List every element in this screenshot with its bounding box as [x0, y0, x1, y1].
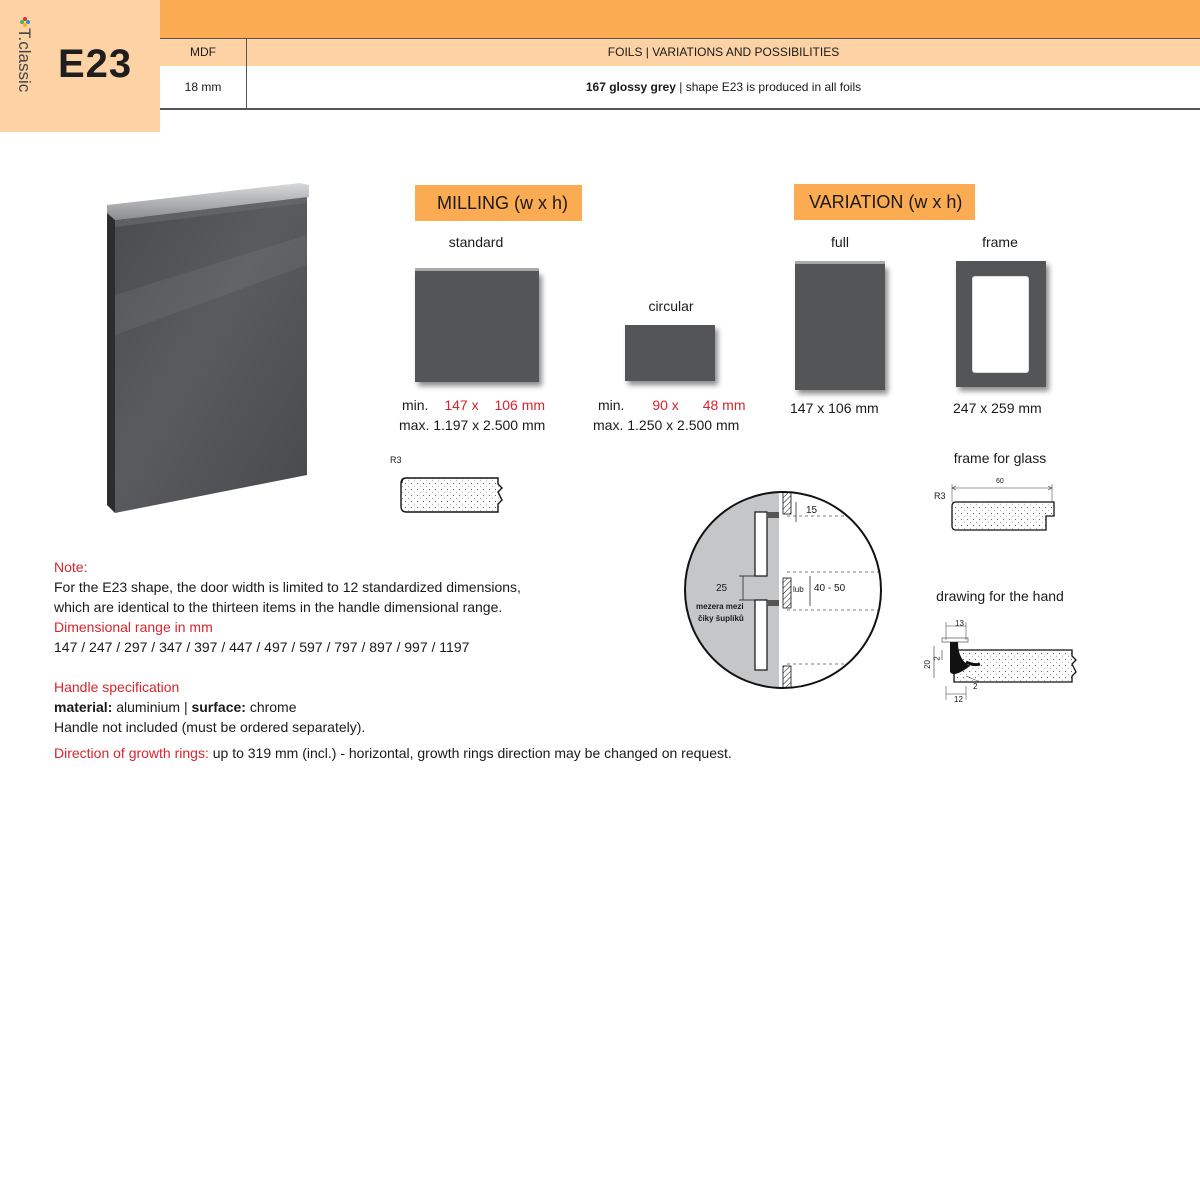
note-heading: Note: [54, 559, 88, 575]
frame-glass-radius: R3 [934, 491, 946, 501]
full-panel [795, 264, 885, 390]
circular-min-label: min. [598, 397, 625, 413]
note-line-1: For the E23 shape, the door width is limited to 12 standardized dimensions, [54, 579, 521, 595]
material-value: aluminium | [112, 699, 192, 715]
range-heading: Dimensional range in mm [54, 619, 213, 635]
profile-radius-label: R3 [390, 455, 402, 465]
circular-min-h: 48 mm [702, 397, 746, 413]
frame-dimension: 247 x 259 mm [953, 400, 1042, 416]
hand-drawing [920, 616, 1082, 708]
milling-title: MILLING [437, 193, 510, 213]
dim-15: 15 [806, 505, 818, 516]
hand-dim-left-b: 2 [932, 656, 942, 661]
handle-material [54, 697, 674, 717]
standard-label: standard [448, 234, 504, 250]
gap-label-2: čiky šuplíků [698, 614, 744, 623]
dim-25: 25 [716, 583, 728, 594]
dim-40-50: 40 - 50 [814, 583, 846, 594]
standard-max: max. 1.197 x 2.500 mm [399, 417, 546, 433]
frame-glass-drawing [948, 482, 1060, 534]
circular-min [598, 397, 768, 413]
lub-label: lub [793, 585, 804, 594]
standard-min-h: 106 mm [494, 397, 546, 413]
frame-label: frame [982, 234, 1018, 250]
thickness-value: 18 mm [184, 80, 222, 94]
frame-opening [972, 276, 1029, 373]
milling-title-suffix: (w x h) [514, 193, 569, 213]
surface-value: chrome [245, 699, 297, 715]
milling-profile-drawing [398, 470, 510, 518]
handle-heading: Handle specification [54, 679, 180, 695]
circular-label: circular [648, 298, 694, 314]
brand-name: T.classic [15, 28, 34, 93]
frame-glass-width: 60 [996, 478, 1004, 485]
standard-min-w: 147 x [444, 397, 479, 413]
header-row-values [160, 66, 1200, 110]
frame-panel [956, 261, 1046, 387]
variation-title: VARIATION [809, 192, 904, 212]
frame-glass-label: frame for glass [953, 450, 1047, 466]
variation-title-suffix: (w x h) [908, 192, 963, 212]
header-foils: FOILS | VARIATIONS AND POSSIBILITIES [607, 45, 840, 59]
circular-max: max. 1.250 x 2.500 mm [593, 417, 740, 433]
header-band [160, 0, 1200, 38]
handle-note: Handle not included (must be ordered separately). [54, 719, 366, 735]
gap-detail-drawing [683, 490, 885, 692]
standard-min-label: min. [402, 397, 429, 413]
hand-dim-right: 2 [973, 682, 978, 691]
product-code: E23 [58, 42, 133, 86]
growth-rings [54, 743, 732, 763]
spacer [54, 657, 674, 677]
gap-label-1: mezera mezi [696, 602, 744, 611]
foil-name: 167 glossy grey [585, 80, 676, 94]
hand-dim-top: 13 [955, 619, 964, 628]
header-row-titles [160, 38, 1200, 68]
full-dimension: 147 x 106 mm [790, 400, 879, 416]
standard-min [402, 397, 582, 413]
brand-logo [6, 28, 36, 108]
door-product-image [95, 175, 320, 520]
foil-description [247, 80, 1200, 94]
hand-label: drawing for the hand [936, 588, 1064, 604]
material-key: material: [54, 699, 113, 715]
header-material: MDF [190, 45, 216, 59]
milling-header [415, 185, 582, 221]
variation-header [794, 184, 975, 220]
growth-key: Direction of growth rings: [54, 745, 209, 761]
hand-dim-left-a: 20 [922, 660, 932, 669]
hand-dim-bottom: 12 [954, 695, 963, 704]
growth-value: up to 319 mm (incl.) - horizontal, growth rings direction may be changed on request. [208, 745, 732, 761]
full-label: full [831, 234, 849, 250]
surface-key: surface: [191, 699, 246, 715]
circular-panel [625, 325, 715, 381]
note-line-2: which are identical to the thirteen items in the handle dimensional range. [54, 599, 503, 615]
brand-flower-icon [19, 16, 31, 28]
circular-min-w: 90 x [652, 397, 679, 413]
range-values: 147 / 247 / 297 / 347 / 397 / 447 / 497 / 597 / 797 / 897 / 997 / 1197 [54, 639, 470, 655]
foil-note: | shape E23 is produced in all foils [675, 80, 862, 94]
standard-panel [415, 271, 539, 382]
